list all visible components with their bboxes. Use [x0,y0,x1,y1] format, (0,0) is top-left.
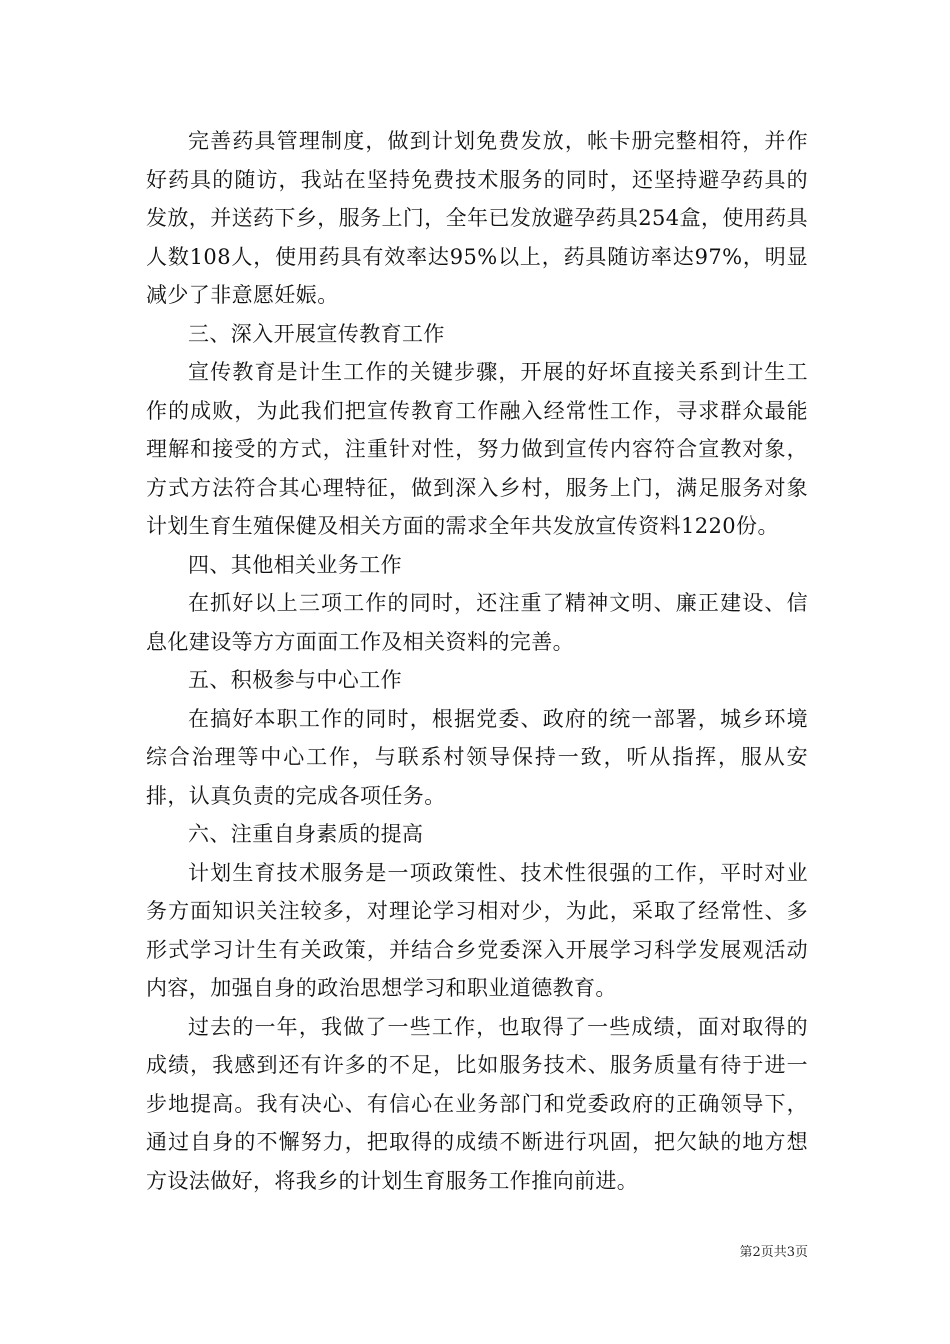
paragraph-publicity-education: 宣传教育是计生工作的关键步骤，开展的好坏直接关系到计生工作的成败，为此我们把宣传教育工作融入经常性工作，寻求群众最能理解和接受的方式，注重针对性，努力做到宣传内容符合宣教对象，方式方法符合其心理特征，做到深入乡村，服务上门，满足服务对象计划生育生殖保健及相关方面的需求全年共发放宣传资料1220份。 [146,360,808,538]
heading-section-5: 五、积极参与中心工作 [188,668,402,692]
paragraph-conclusion: 过去的一年，我做了一些工作，也取得了一些成绩，面对取得的成绩，我感到还有许多的不足，比如服务技术、服务质量有待于进一步地提高。我有决心、有信心在业务部门和党委政府的正确领导下，通过自身的不懈努力，把取得的成绩不断进行巩固，把欠缺的地方想方设法做好，将我乡的计划生育服务工作推向前进。 [146,1014,808,1193]
document-body [146,122,808,1200]
heading-section-4: 四、其他相关业务工作 [188,552,402,577]
heading-section-6: 六、注重自身素质的提高 [188,822,424,846]
paragraph-contraceptive-management: 完善药具管理制度，做到计划免费发放，帐卡册完整相符，并作好药具的随访，我站在坚持免费技术服务的同时，还坚持避孕药具的发放，并送药下乡，服务上门，全年已发放避孕药具254盒，使用药具人数108人，使用药具有效率达95%以上，药具随访率达97%，明显减少了非意愿妊娠。 [146,129,808,307]
heading-section-3: 三、深入开展宣传教育工作 [188,321,445,346]
page-number-footer: 第2页共3页 [739,1245,808,1260]
paragraph-central-work: 在搞好本职工作的同时，根据党委、政府的统一部署，城乡环境综合治理等中心工作，与联系村领导保持一致，听从指挥，服从安排，认真负责的完成各项任务。 [146,706,808,808]
paragraph-other-work: 在抓好以上三项工作的同时，还注重了精神文明、廉正建设、信息化建设等方方面面工作及相关资料的完善。 [146,591,808,654]
paragraph-self-improvement: 计划生育技术服务是一项政策性、技术性很强的工作，平时对业务方面知识关注较多，对理论学习相对少，为此，采取了经常性、多形式学习计生有关政策，并结合乡党委深入开展学习科学发展观活动内容，加强自身的政治思想学习和职业道德教育。 [146,860,808,1000]
